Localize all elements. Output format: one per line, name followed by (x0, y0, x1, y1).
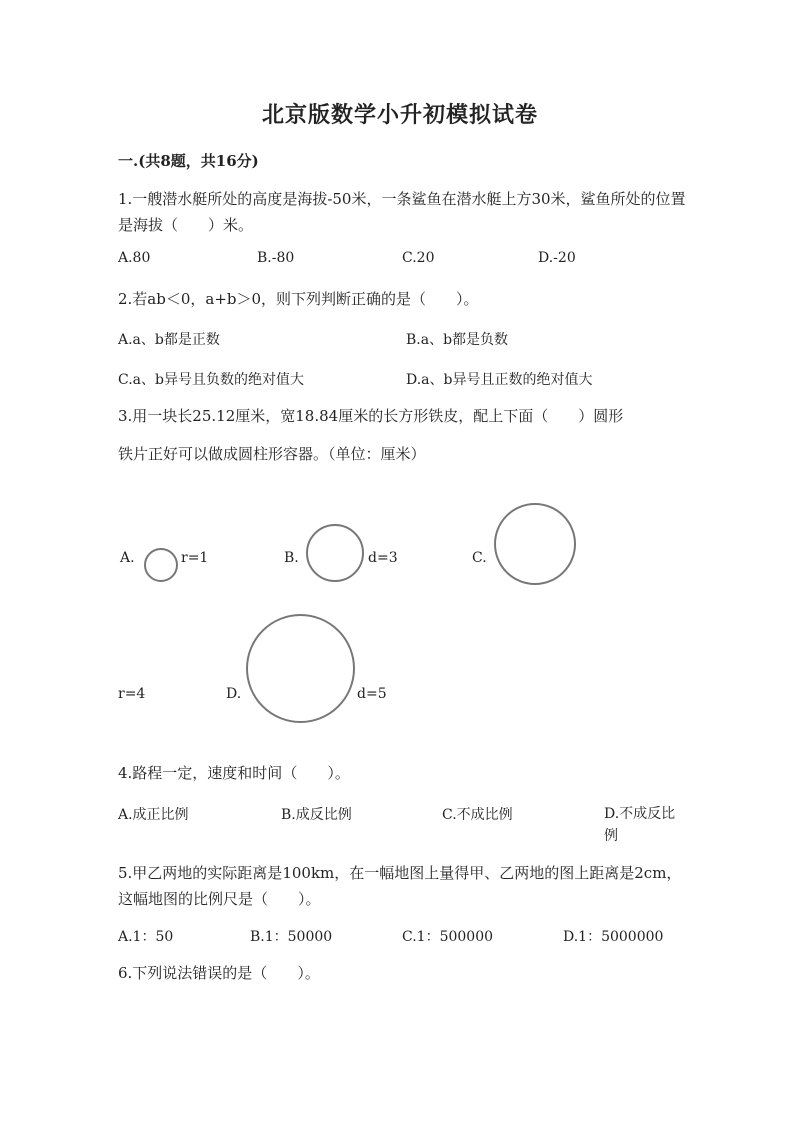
q3-option-a: A. (120, 550, 135, 566)
q5-option-b: B.1：50000 (250, 929, 333, 945)
q2-option-a: A.a、b都是正数 (118, 332, 220, 348)
q4-option-c: C.不成比例 (442, 807, 513, 823)
q2-option-c: C.a、b异号且负数的绝对值大 (118, 372, 304, 388)
q5-option-a: A.1：50 (118, 929, 174, 945)
circle-b (306, 524, 364, 582)
section-heading: 一.(共8题，共16分) (118, 152, 259, 170)
q3-label-d: d=5 (357, 686, 387, 702)
question-4-text: 4.路程一定，速度和时间（ ）。 (118, 764, 350, 782)
question-5-text: 5.甲乙两地的实际距离是100km，在一幅地图上量得甲、乙两地的图上距离是2cm，这幅地图的比例尺是（ ）。 (118, 864, 682, 908)
question-2-text: 2.若ab＜0，a+b＞0，则下列判断正确的是（ ）。 (118, 290, 479, 308)
q3-label-a: r=1 (181, 550, 209, 566)
question-3-text-line2: 铁片正好可以做成圆柱形容器。（单位：厘米） (118, 445, 426, 463)
page-title: 北京版数学小升初模拟试卷 (261, 102, 538, 128)
circle-a (144, 548, 178, 582)
q3-label-b: d=3 (368, 550, 398, 566)
q1-option-d: D.-20 (538, 250, 576, 266)
q5-option-d: D.1：5000000 (563, 929, 664, 945)
q3-label-c: r=4 (118, 686, 146, 702)
q1-option-c: C.20 (402, 250, 435, 266)
question-3-text-line1: 3.用一块长25.12厘米，宽18.84厘米的长方形铁皮，配上下面（ ）圆形 (118, 407, 624, 425)
q1-option-b: B.-80 (257, 250, 295, 266)
q1-option-a: A.80 (118, 250, 151, 266)
q5-option-c: C.1：500000 (402, 929, 494, 945)
q2-option-b: B.a、b都是负数 (406, 332, 509, 348)
q3-option-c: C. (472, 550, 487, 566)
question-6-text: 6.下列说法错误的是（ ）。 (118, 964, 320, 982)
circle-d (246, 614, 355, 723)
q4-option-a: A.成正比例 (118, 807, 189, 823)
question-1-text: 1.一艘潜水艇所处的高度是海拔-50米，一条鲨鱼在潜水艇上方30米，鲨鱼所处的位置是海拔（ ）米。 (118, 190, 686, 234)
q3-option-d: D. (226, 686, 242, 702)
q2-option-d: D.a、b异号且正数的绝对值大 (406, 372, 593, 388)
q4-option-b: B.成反比例 (281, 807, 352, 823)
circle-c (494, 503, 576, 585)
q4-option-d: D.不成反比例 (604, 806, 676, 844)
q3-option-b: B. (284, 550, 299, 566)
